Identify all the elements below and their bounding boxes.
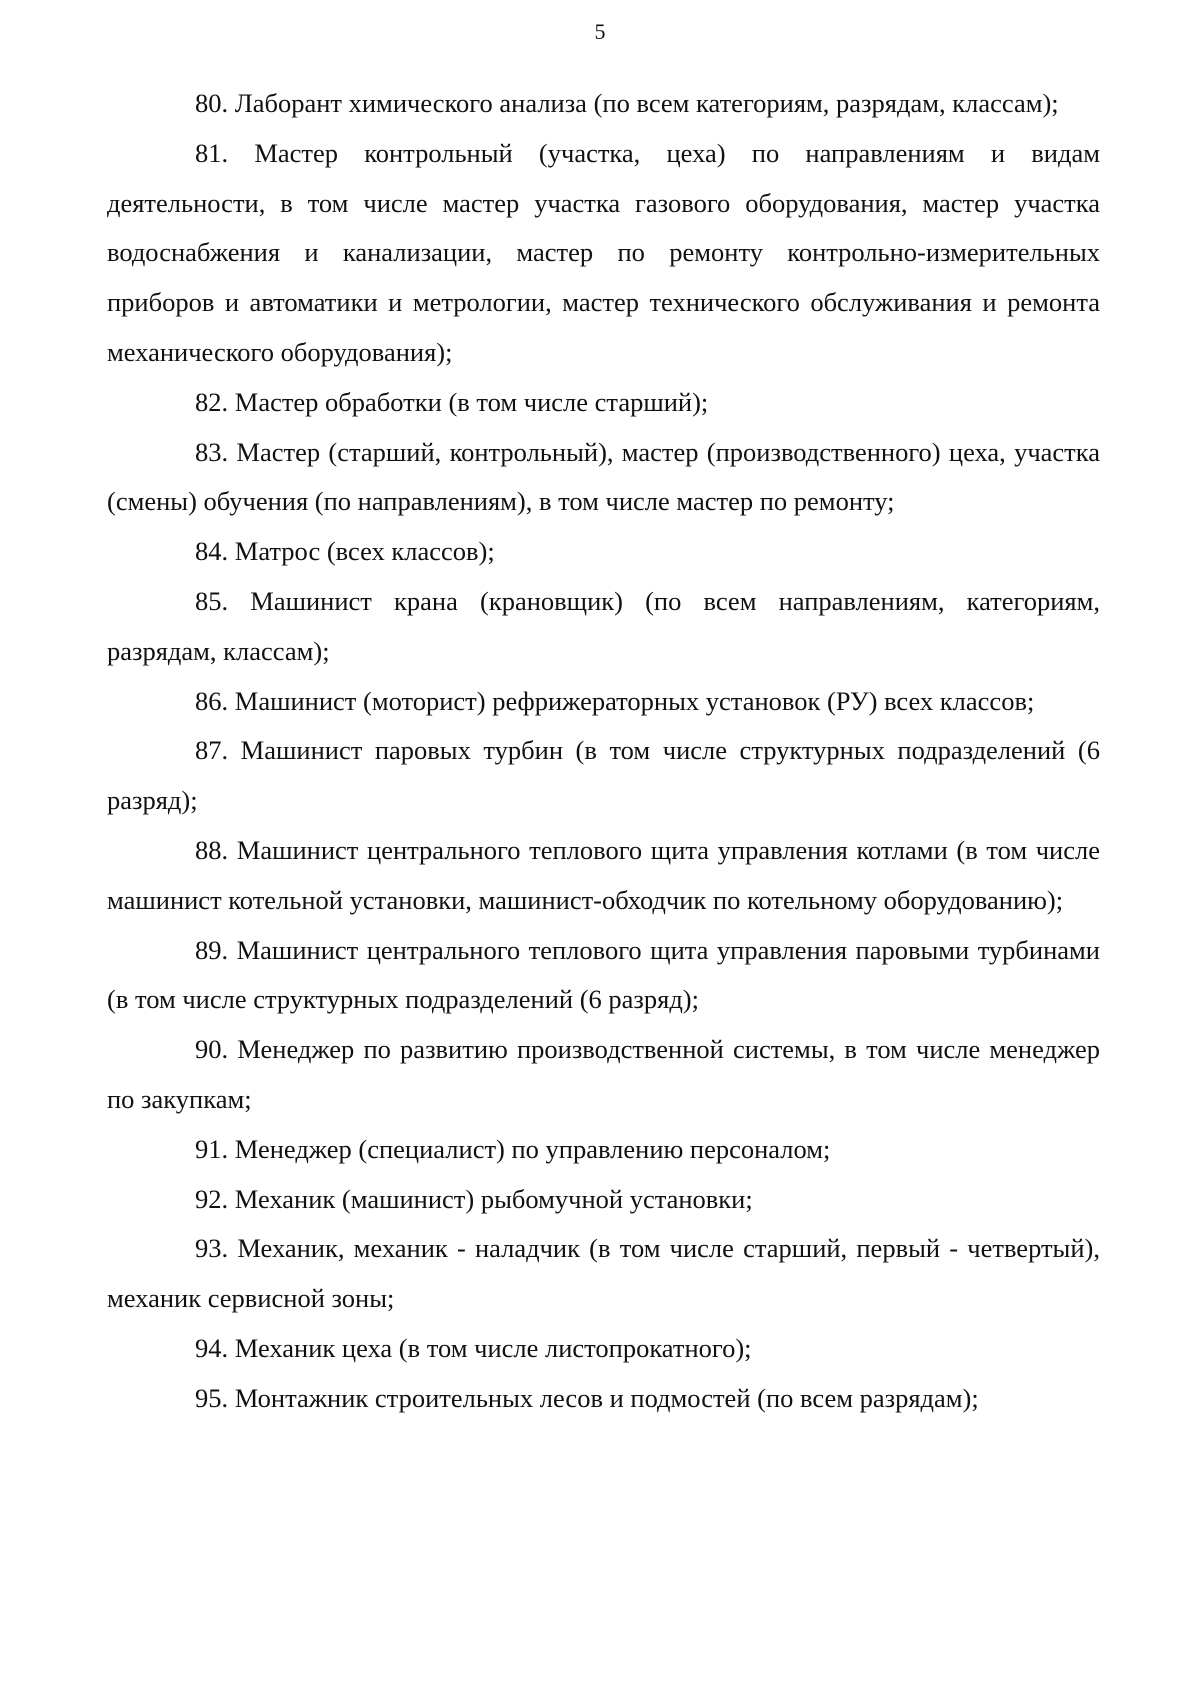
list-item-81: 81. Мастер контрольный (участка, цеха) по направлениям и видам деятельности, в том числе мастер участка газового оборудования, мастер участка водоснабжения и канализации, мастер по ремонту контрольно-измерительных приборов и автоматики и метрологии, мастер технического обслуживания и ремонта механического оборудования); (107, 137, 1100, 367)
page-number: 5 (594, 19, 606, 44)
list-item-86: 86. Машинист (моторист) рефрижераторных установок (РУ) всех классов; (195, 685, 1035, 716)
list-item-89: 89. Машинист центрального теплового щита управления паровыми турбинами (в том числе структурных подразделений (6 разряд); (107, 934, 1100, 1015)
document-body (107, 79, 1100, 1424)
list-item-91: 91. Менеджер (специалист) по управлению персоналом; (195, 1133, 831, 1164)
list-item-87: 87. Машинист паровых турбин (в том числе структурных подразделений (6 разряд); (107, 735, 1100, 816)
list-item-94: 94. Механик цеха (в том числе листопрокатного); (195, 1332, 752, 1363)
list-item-93: 93. Механик, механик - наладчик (в том числе старший, первый - четвертый), механик сервисной зоны; (107, 1233, 1100, 1314)
list-item-95: 95. Монтажник строительных лесов и подмостей (по всем разрядам); (195, 1382, 979, 1413)
list-item-92: 92. Механик (машинист) рыбомучной установки; (195, 1183, 753, 1214)
list-item-84: 84. Матрос (всех классов); (195, 536, 495, 567)
list-item-83: 83. Мастер (старший, контрольный), мастер (производственного) цеха, участка (смены) обучения (по направлениям), в том числе мастер по ремонту; (107, 436, 1100, 517)
list-item-82: 82. Мастер обработки (в том числе старший); (195, 386, 709, 417)
list-item-80: 80. Лаборант химического анализа (по всем категориям, разрядам, классам); (195, 88, 1059, 118)
list-item-88: 88. Машинист центрального теплового щита управления котлами (в том числе машинист котельной установки, машинист-обходчик по котельному оборудованию); (107, 834, 1100, 915)
list-item-90: 90. Менеджер по развитию производственной системы, в том числе менеджер по закупкам; (107, 1034, 1100, 1114)
list-item-85: 85. Машинист крана (крановщик) (по всем направлениям, категориям, разрядам, классам); (107, 585, 1100, 666)
